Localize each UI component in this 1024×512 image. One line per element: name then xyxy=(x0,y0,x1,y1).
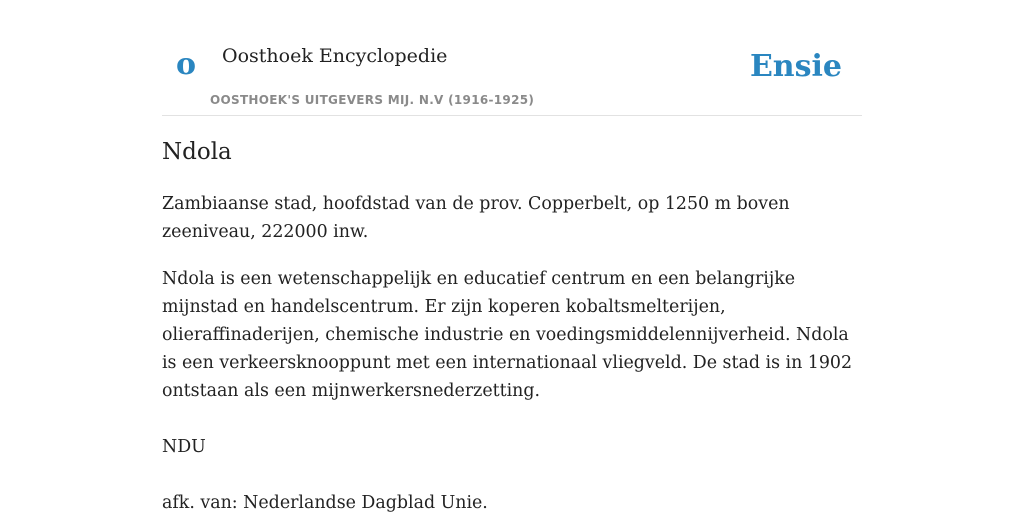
article-paragraph: Ndola is een wetenschappelijk en educatief centrum en een belangrijke mijnstad en handelscentrum. Er zijn koperen kobaltsmelterijen, olieraffinaderijen, chemische industrie en voedingsmiddelennijverheid. Ndola is een verkeersknooppunt met een internationaal vliegveld. De stad is in 1902 ontstaan als een mijnwerkersnederzetting. xyxy=(162,268,853,401)
article-headword: Ndola xyxy=(162,139,232,165)
article-paragraph: Zambiaanse stad, hoofdstad van de prov. Copperbelt, op 1250 m boven zeeniveau, 222000 inw. xyxy=(162,193,790,242)
site-title[interactable]: Oosthoek Encyclopedie xyxy=(222,45,448,67)
site-logo-letter[interactable]: o xyxy=(176,47,197,82)
article-paragraph: afk. van: Nederlandse Dagblad Unie. xyxy=(162,492,488,512)
article-content xyxy=(162,138,862,512)
ensie-logo-link[interactable]: Ensie xyxy=(749,49,842,84)
article-paragraph: NDU xyxy=(162,436,206,457)
site-header xyxy=(162,0,862,116)
site-subtitle: OOSTHOEK'S UITGEVERS MIJ. N.V (1916-1925) xyxy=(210,93,535,107)
